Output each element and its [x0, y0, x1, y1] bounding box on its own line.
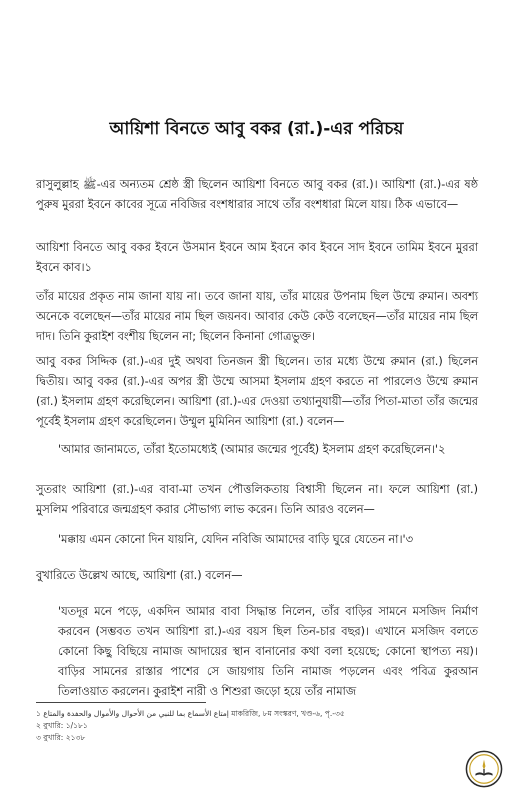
- quote-2: [58, 530, 478, 550]
- footnote-1: ১ إمتاع الأسماع بما للنبي من الأحوال والأموال والحفدة والمتاع মাকরিজি, ৮ম সংস্করণ, খণ্ড-৬, পৃ.-৩৫: [36, 709, 345, 718]
- quote-3: [58, 602, 478, 702]
- paragraph-text: তাঁর মায়ের প্রকৃত নাম জানা যায় না। তবে জানা যায়, তাঁর মায়ের উপনাম ছিল উম্মে রুমান। অবশ্য অনেকে বলেছেন—তাঁর মায়ের নাম ছিল জয়নব। আবার কেউ কেউ বলেছেন—তাঁর মায়ের নাম ছিল দাদ। তিনি কুরাইশ বংশীয় ছিলেন না; ছিলেন কিনানা গোত্রভুক্ত।: [36, 290, 478, 343]
- footnote-divider: [36, 702, 206, 703]
- quote-text: 'মক্কায় এমন কোনো দিন যায়নি, যেদিন নবিজি আমাদের বাড়ি ঘুরে যেতেন না।'৩: [58, 533, 413, 546]
- paragraph-text: সুতরাং আয়িশা (রা.)-এর বাবা-মা তখন পৌত্তলিকতায় বিশ্বাসী ছিলেন না। ফলে আয়িশা (রা.) মুসলিম পরিবারে জন্মগ্রহণ করার সৌভাগ্য লাভ করেন। তিনি আরও বলেন—: [36, 483, 478, 516]
- paragraph-6: [36, 566, 478, 586]
- paragraph-text: আবু বকর সিদ্দিক (রা.)-এর দুই অথবা তিনজন স্ত্রী ছিলেন। তার মধ্যে উম্মে রুমান (রা.) ছিলেন দ্বিতীয়। আবু বকর (রা.)-এর অপর স্ত্রী উম্মে আসমা ইসলাম গ্রহণ করতে না পারলেও উম্মে রুমান (রা.) ইসলাম গ্রহণ করেছিলেন। আয়িশা (রা.)-এর দেওয়া তথ্যানুযায়ী—তাঁর পিতা-মাতা তাঁর জন্মের পূর্বেই ইসলাম গ্রহণ করেছিলেন। উম্মুল মুমিনিন আয়িশা (রা.) বলেন—: [36, 355, 478, 428]
- footnote-3: ৩ বুখারি: ২১৩৮: [36, 733, 86, 742]
- quote-text: 'যতদূর মনে পড়ে, একদিন আমার বাবা সিদ্ধান্ত নিলেন, তাঁর বাড়ির সামনে মসজিদ নির্মাণ করবেন (সম্ভবত তখন আয়িশা রা.)-এর বয়স ছিল তিন-চার বছর)। এখানে মসজিদ বলতে কোনো কিছু বিছিয়ে নামাজ আদায়ের স্থান বানানোর কথা বলা হয়েছে; কোনো স্থাপত্য নয়)। বাড়ির সামনের রাস্তার পাশের সে জায়গায় তিনি নামাজ পড়লেন এবং পবিত্র কুরআন তিলাওয়াত করলেন। কুরাইশ নারী ও শিশুরা জড়ো হয়ে তাঁর নামাজ: [58, 605, 478, 698]
- quote-1: [58, 440, 478, 460]
- paragraph-text: বুখারিতে উল্লেখ আছে, আয়িশা (রা.) বলেন—: [36, 569, 243, 582]
- paragraph-2: [36, 238, 478, 278]
- footnote-2: ২ বুখারি: ১/১৮১: [36, 721, 88, 730]
- paragraph-text: রাসুলুল্লাহ ﷺ-এর অন্যতম শ্রেষ্ঠ স্ত্রী ছিলেন আয়িশা বিনতে আবু বকর (রা.)। আয়িশা (রা.)-এর ষষ্ঠ পুরুষ মুররা ইবনে কাবের সূত্রে নবিজির বংশধারার সাথে তাঁর বংশধারা মিলে যায়। ঠিক এভাবে—: [36, 178, 478, 211]
- paragraph-5: [36, 480, 478, 520]
- chapter-title: আয়িশা বিনতে আবু বকর (রা.)-এর পরিচয়: [109, 119, 404, 139]
- publisher-logo-icon: [465, 750, 503, 788]
- paragraph-text: আয়িশা বিনতে আবু বকর ইবনে উসমান ইবনে আম ইবনে কাব ইবনে সাদ ইবনে তামিম ইবনে মুররা ইবনে কাব।১: [36, 241, 478, 274]
- paragraph-4: [36, 352, 478, 432]
- quote-text: 'আমার জানামতে, তাঁরা ইতোমধ্যেই (আমার জন্মের পূর্বেই) ইসলাম গ্রহণ করেছিলেন।'২: [58, 443, 446, 456]
- paragraph-3: [36, 287, 478, 347]
- paragraph-1: [36, 175, 478, 215]
